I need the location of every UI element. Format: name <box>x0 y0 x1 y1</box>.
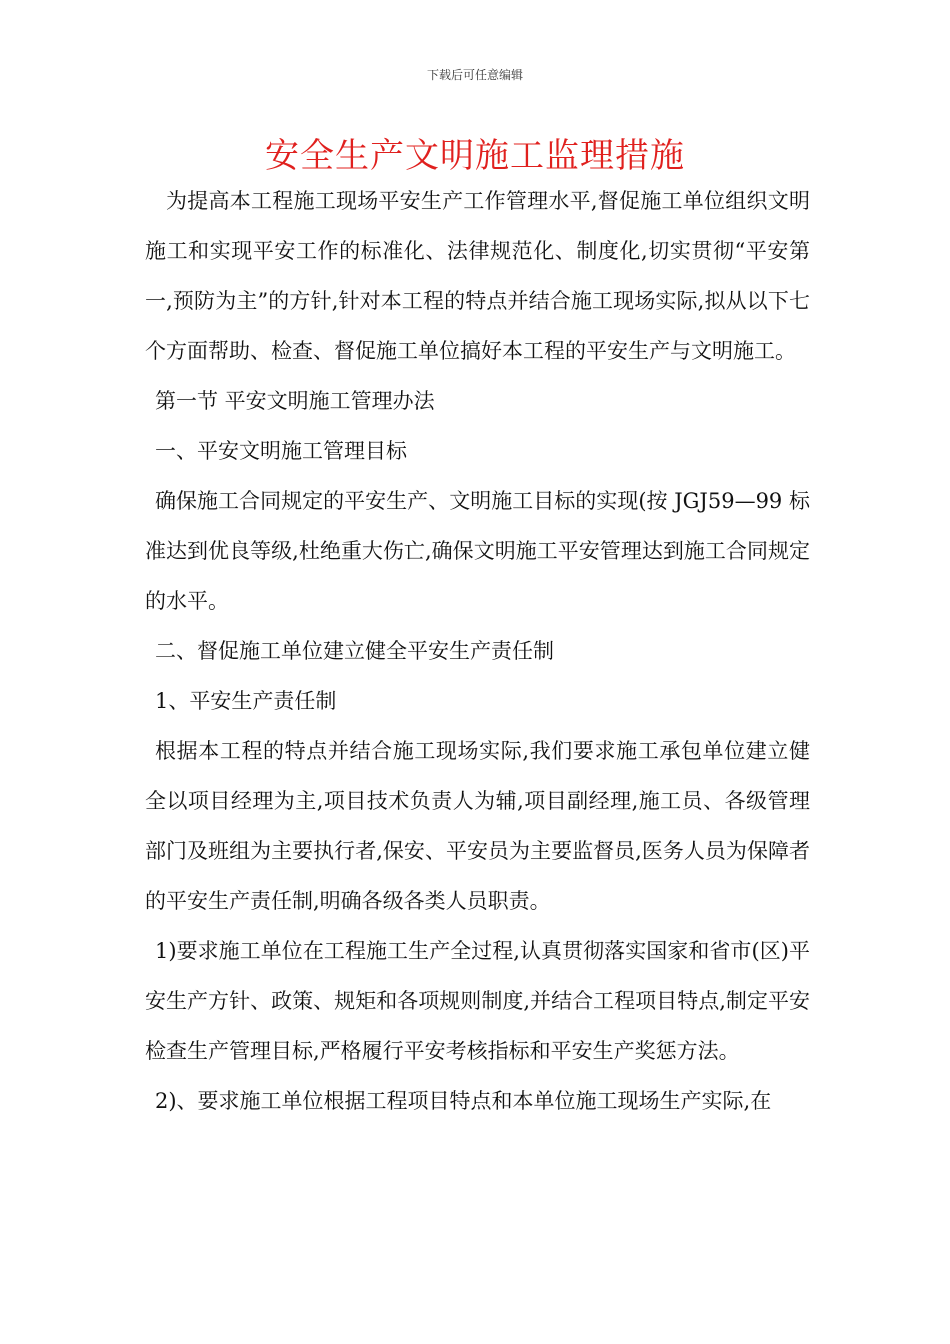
header-note: 下载后可任意编辑 <box>426 68 523 82</box>
document-title: 安全生产文明施工监理措施 <box>265 136 685 176</box>
item-heading: 1、平安生产责任制 <box>155 689 337 713</box>
body-paragraph: 确保施工合同规定的平安生产、文明施工目标的实现(按 JGJ59—99 标准达到优良等级,杜绝重大伤亡,确保文明施工平安管理达到施工合同规定的水平。 <box>145 489 810 613</box>
document-body <box>145 176 810 1126</box>
list-item: 2)、要求施工单位根据工程项目特点和本单位施工现场生产实际,在 <box>155 1089 772 1113</box>
section-heading: 第一节 平安文明施工管理办法 <box>155 389 435 413</box>
intro-paragraph: 为提高本工程施工现场平安生产工作管理水平,督促施工单位组织文明施工和实现平安工作的标准化、法律规范化、制度化,切实贯彻“平安第一,预防为主”的方针,针对本工程的特点并结合施工现场实际,拟从以下七个方面帮助、检查、督促施工单位搞好本工程的平安生产与文明施工。 <box>145 189 810 363</box>
list-item: 1)要求施工单位在工程施工生产全过程,认真贯彻落实国家和省市(区)平安生产方针、政策、规矩和各项规则制度,并结合工程项目特点,制定平安检查生产管理目标,严格履行平安考核指标和平安生产奖惩方法。 <box>145 939 810 1063</box>
body-paragraph: 根据本工程的特点并结合施工现场实际,我们要求施工承包单位建立健全以项目经理为主,项目技术负责人为辅,项目副经理,施工员、各级管理部门及班组为主要执行者,保安、平安员为主要监督员,医务人员为保障者的平安生产责任制,明确各级各类人员职责。 <box>145 739 810 913</box>
subsection-heading: 二、督促施工单位建立健全平安生产责任制 <box>155 639 554 663</box>
subsection-heading: 一、平安文明施工管理目标 <box>155 439 407 463</box>
